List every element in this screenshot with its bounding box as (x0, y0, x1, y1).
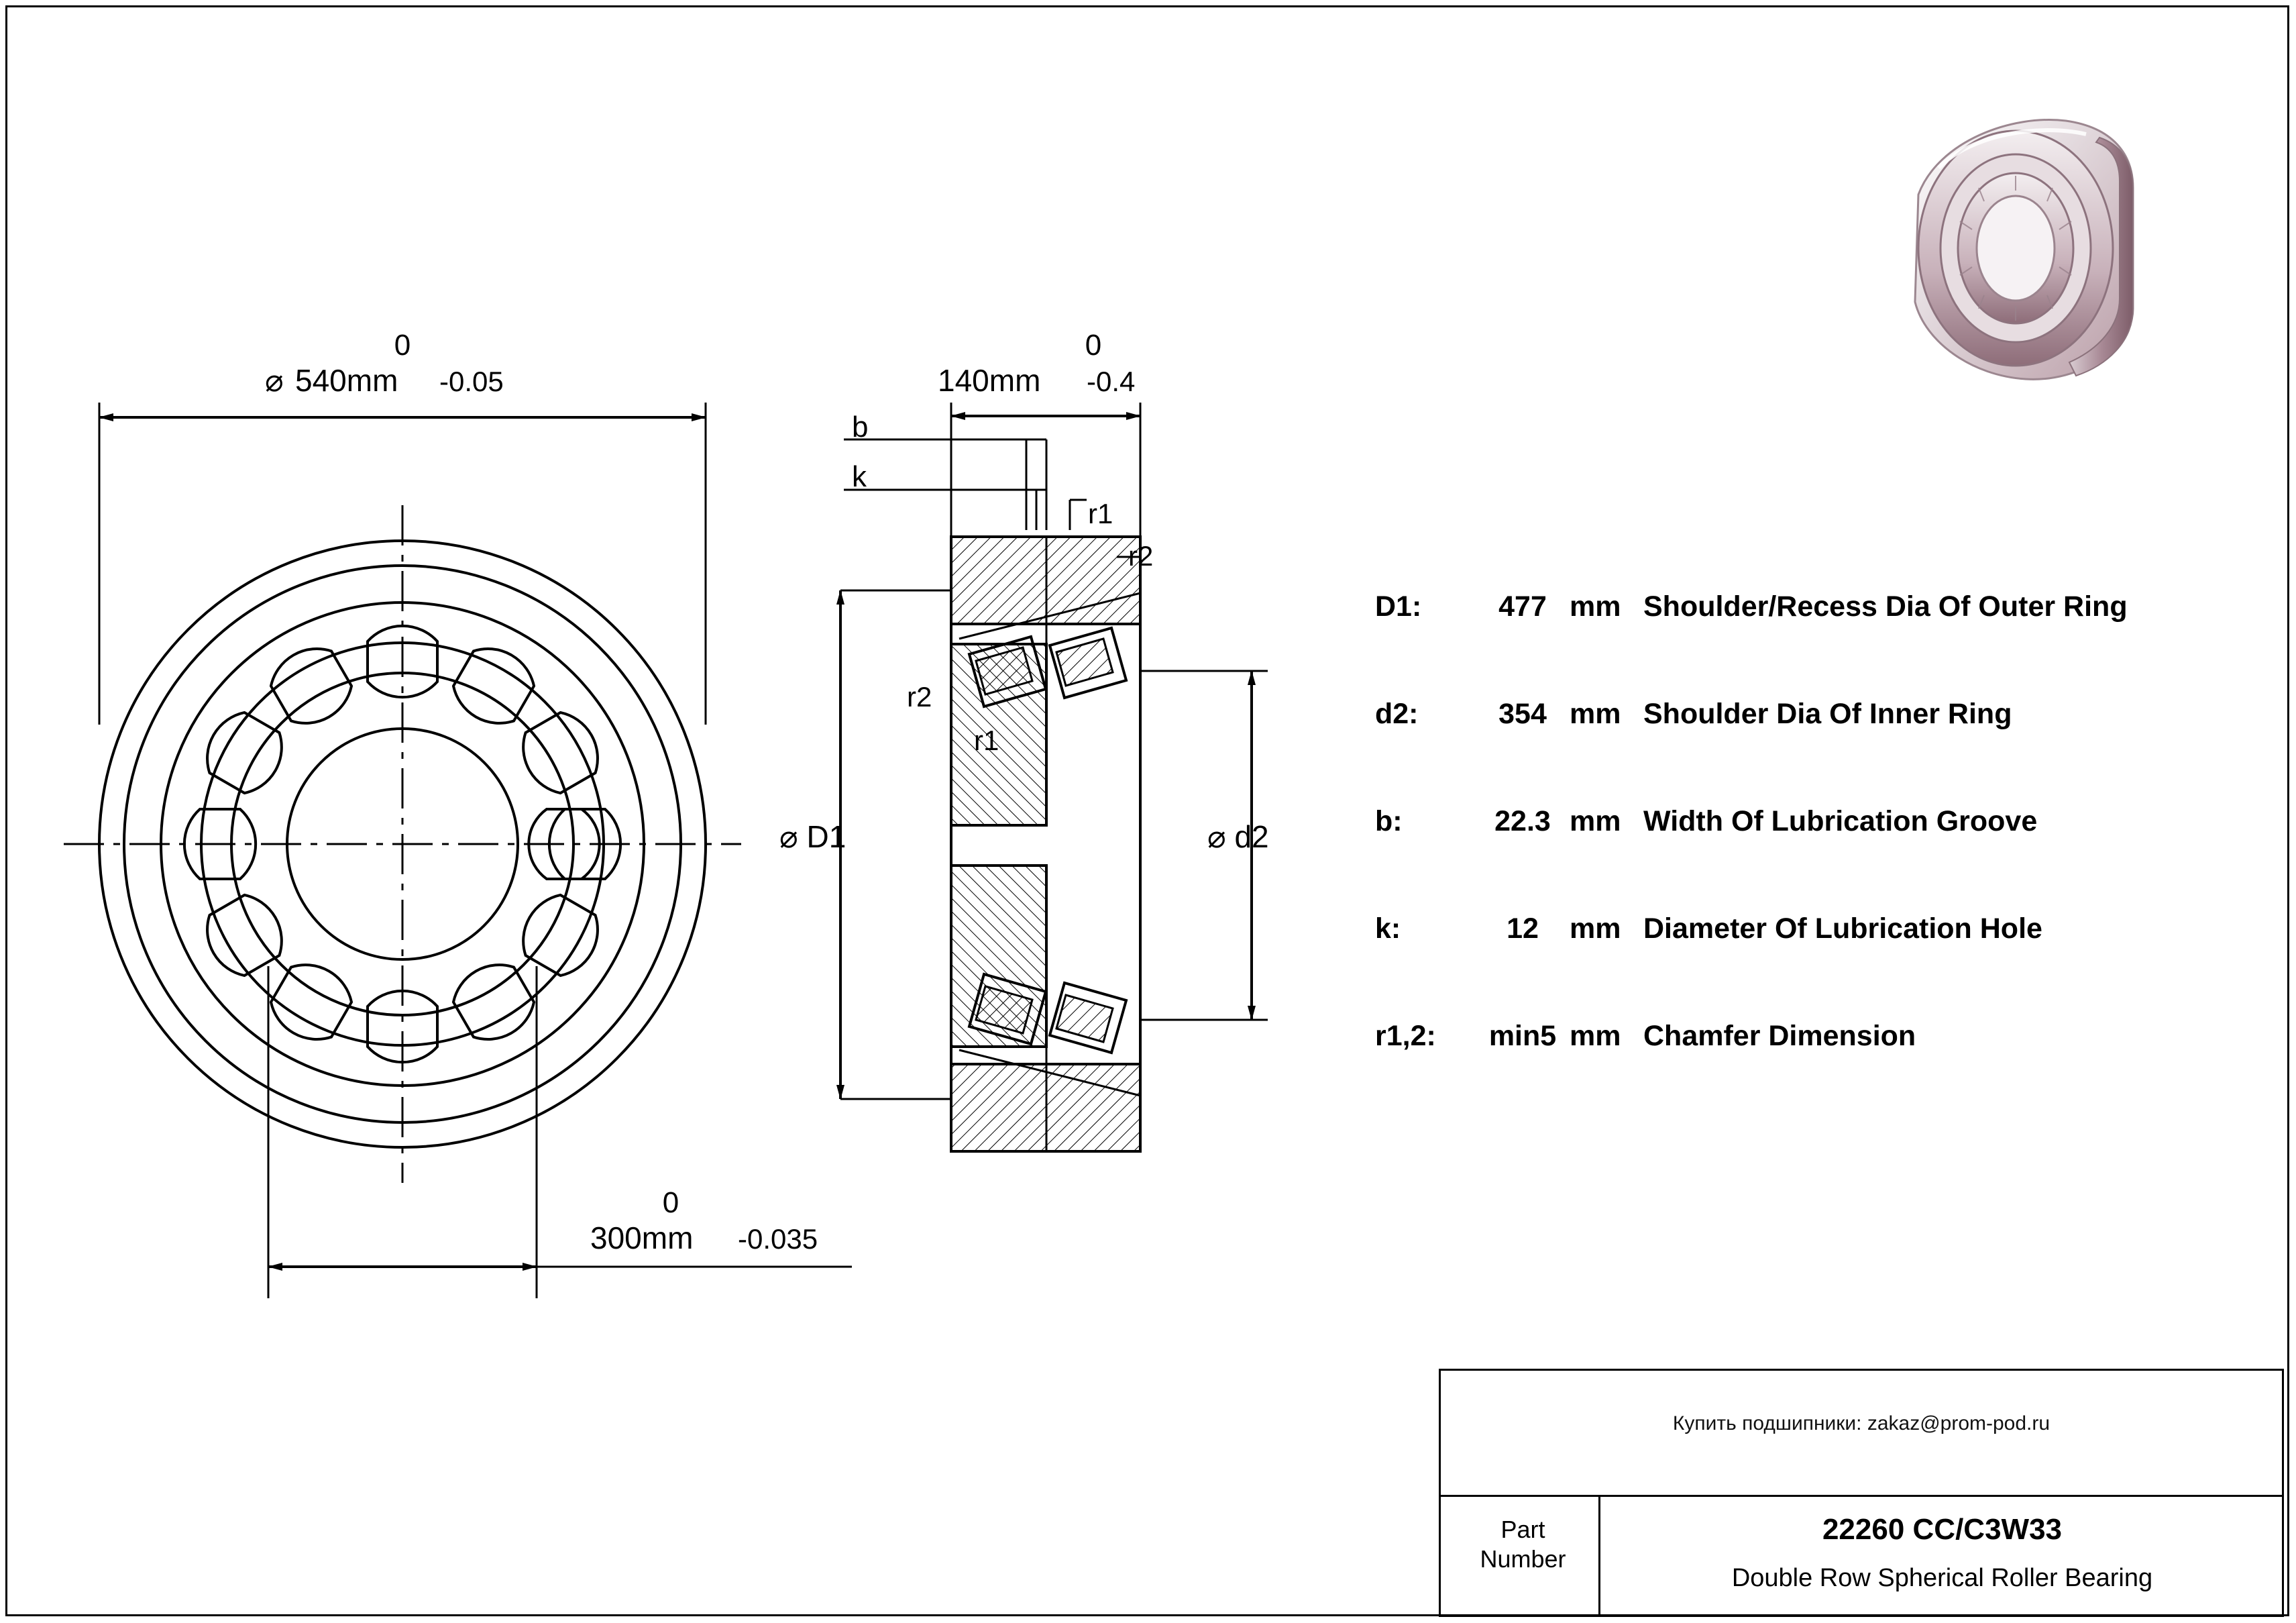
spec-description: Shoulder Dia Of Inner Ring (1643, 698, 2012, 730)
vendor-contact-note: Купить подшипники: zakaz@prom-pod.ru (1672, 1412, 2051, 1434)
spec-value: 22.3 (1494, 805, 1551, 837)
dimension-outer-diameter-symbol: ⌀ (265, 363, 284, 398)
spec-description: Chamfer Dimension (1643, 1020, 1916, 1052)
spec-row (1375, 805, 2247, 912)
dimension-width-tolerance-lower: -0.4 (1087, 366, 1136, 397)
spec-value: 12 (1507, 912, 1539, 945)
part-type-description: Double Row Spherical Roller Bearing (1731, 1564, 2153, 1592)
spec-description: Shoulder/Recess Dia Of Outer Ring (1643, 590, 2128, 623)
spec-value: 477 (1498, 590, 1547, 623)
dimension-bore-tolerance-lower: -0.035 (738, 1223, 818, 1255)
spec-unit: mm (1570, 912, 1621, 945)
front-view (64, 505, 741, 1183)
part-number-label-line1: Part (1500, 1516, 1545, 1543)
title-block (1439, 1369, 2284, 1617)
spec-symbol: d2: (1375, 698, 1419, 730)
spec-symbol: D1: (1375, 590, 1422, 623)
dimension-outer-diameter-tolerance-lower: -0.05 (439, 366, 504, 397)
part-number-label-line2: Number (1480, 1545, 1566, 1573)
spec-value: 354 (1498, 698, 1547, 730)
spec-symbol: k: (1375, 912, 1401, 945)
callout-r1-left: r1 (974, 725, 999, 756)
spec-symbol: b: (1375, 805, 1403, 837)
front-view-dimensions (99, 403, 852, 1298)
spec-value: min5 (1488, 1020, 1557, 1052)
spec-unit: mm (1570, 1020, 1621, 1052)
spec-row (1375, 1020, 2247, 1127)
specification-list (1375, 590, 2247, 1127)
title-block-divider-vertical (1598, 1495, 1600, 1617)
spec-description: Width Of Lubrication Groove (1643, 805, 2038, 837)
spec-symbol: r1,2: (1375, 1020, 1436, 1052)
title-block-divider-horizontal (1441, 1495, 2282, 1497)
bearing-photo (1915, 119, 2133, 379)
callout-r1-top: r1 (1088, 498, 1113, 529)
dimension-bore-value: 300mm (590, 1220, 694, 1255)
spec-description: Diameter Of Lubrication Hole (1643, 912, 2042, 945)
dimension-outer-diameter-tolerance-upper: 0 (394, 329, 411, 362)
callout-d2: ⌀ d2 (1207, 819, 1269, 854)
callout-k: k (852, 460, 867, 493)
callout-r2-top: r2 (1128, 540, 1154, 572)
section-view-dimensions (840, 403, 1268, 1099)
section-view (951, 537, 1140, 1151)
dimension-width-tolerance-upper: 0 (1085, 329, 1102, 362)
spec-unit: mm (1570, 805, 1621, 837)
spec-row (1375, 912, 2247, 1020)
dimension-bore-tolerance-upper: 0 (662, 1186, 679, 1219)
callout-r2-left: r2 (907, 681, 932, 713)
callout-b: b (852, 411, 869, 443)
spec-row (1375, 698, 2247, 805)
dimension-width-value: 140mm (938, 363, 1041, 398)
part-number-label (1447, 1515, 1598, 1574)
spec-unit: mm (1570, 698, 1621, 730)
callout-D1: ⌀ D1 (779, 819, 846, 854)
part-number-value: 22260 CC/C3W33 (1822, 1513, 2063, 1546)
dimension-outer-diameter-value: 540mm (295, 363, 398, 398)
spec-row (1375, 590, 2247, 698)
spec-unit: mm (1570, 590, 1621, 623)
